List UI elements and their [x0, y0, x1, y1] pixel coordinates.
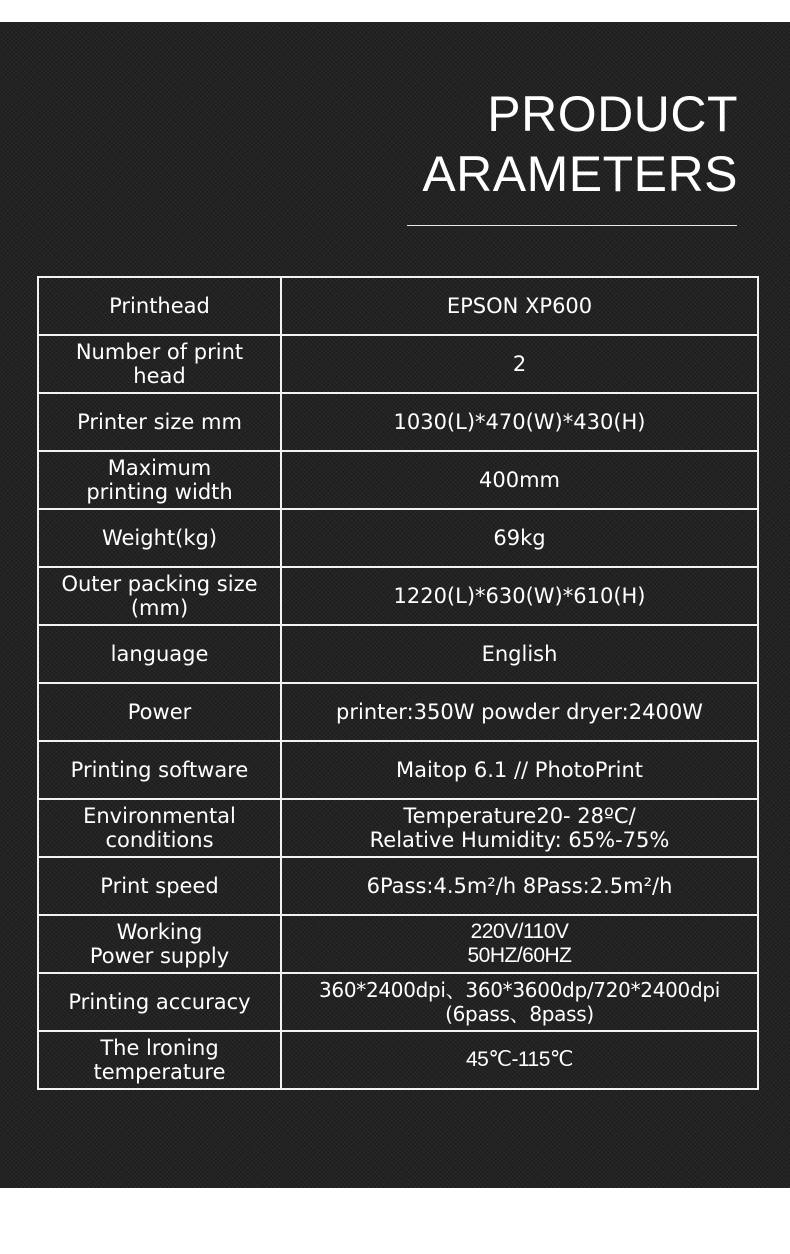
param-value: 220V/110V 50HZ/60HZ — [281, 915, 758, 973]
param-value: 360*2400dpi、360*3600dp/720*2400dpi (6pass、8pass) — [281, 973, 758, 1031]
param-value: 6Pass:4.5m²/h 8Pass:2.5m²/h — [281, 857, 758, 915]
param-label: The lroning temperature — [38, 1031, 281, 1089]
parameters-table — [37, 276, 759, 1090]
param-value: 1220(L)*630(W)*610(H) — [281, 567, 758, 625]
param-label: Outer packing size (mm) — [38, 567, 281, 625]
table-row — [38, 741, 758, 799]
param-label: Printing accuracy — [38, 973, 281, 1031]
param-value: 69kg — [281, 509, 758, 567]
table-row — [38, 683, 758, 741]
param-value: 1030(L)*470(W)*430(H) — [281, 393, 758, 451]
table-row — [38, 335, 758, 393]
param-label: Number of print head — [38, 335, 281, 393]
table-row — [38, 509, 758, 567]
table-row — [38, 625, 758, 683]
param-label: language — [38, 625, 281, 683]
table-row — [38, 799, 758, 857]
param-label: Print speed — [38, 857, 281, 915]
page-title — [422, 84, 738, 204]
table-row — [38, 973, 758, 1031]
param-value: Maitop 6.1 // PhotoPrint — [281, 741, 758, 799]
param-value: 2 — [281, 335, 758, 393]
table-row — [38, 1031, 758, 1089]
param-label: Environmental conditions — [38, 799, 281, 857]
title-line-1: PRODUCT — [487, 86, 738, 142]
table-row — [38, 915, 758, 973]
param-label: Weight(kg) — [38, 509, 281, 567]
param-value: printer:350W powder dryer:2400W — [281, 683, 758, 741]
table-row — [38, 567, 758, 625]
title-line-2: ARAMETERS — [422, 146, 738, 202]
param-label: Printhead — [38, 277, 281, 335]
table-row — [38, 277, 758, 335]
title-underline — [407, 225, 737, 226]
param-label: Working Power supply — [38, 915, 281, 973]
param-label: Printer size mm — [38, 393, 281, 451]
parameters-panel — [0, 22, 790, 1188]
table-row — [38, 451, 758, 509]
param-value: EPSON XP600 — [281, 277, 758, 335]
param-label: Maximum printing width — [38, 451, 281, 509]
table-row — [38, 857, 758, 915]
param-value: Temperature20- 28ºC/ Relative Humidity: 65%-75% — [281, 799, 758, 857]
param-label: Power — [38, 683, 281, 741]
param-value: English — [281, 625, 758, 683]
param-value: 45℃-115℃ — [281, 1031, 758, 1089]
table-row — [38, 393, 758, 451]
param-value: 400mm — [281, 451, 758, 509]
param-label: Printing software — [38, 741, 281, 799]
